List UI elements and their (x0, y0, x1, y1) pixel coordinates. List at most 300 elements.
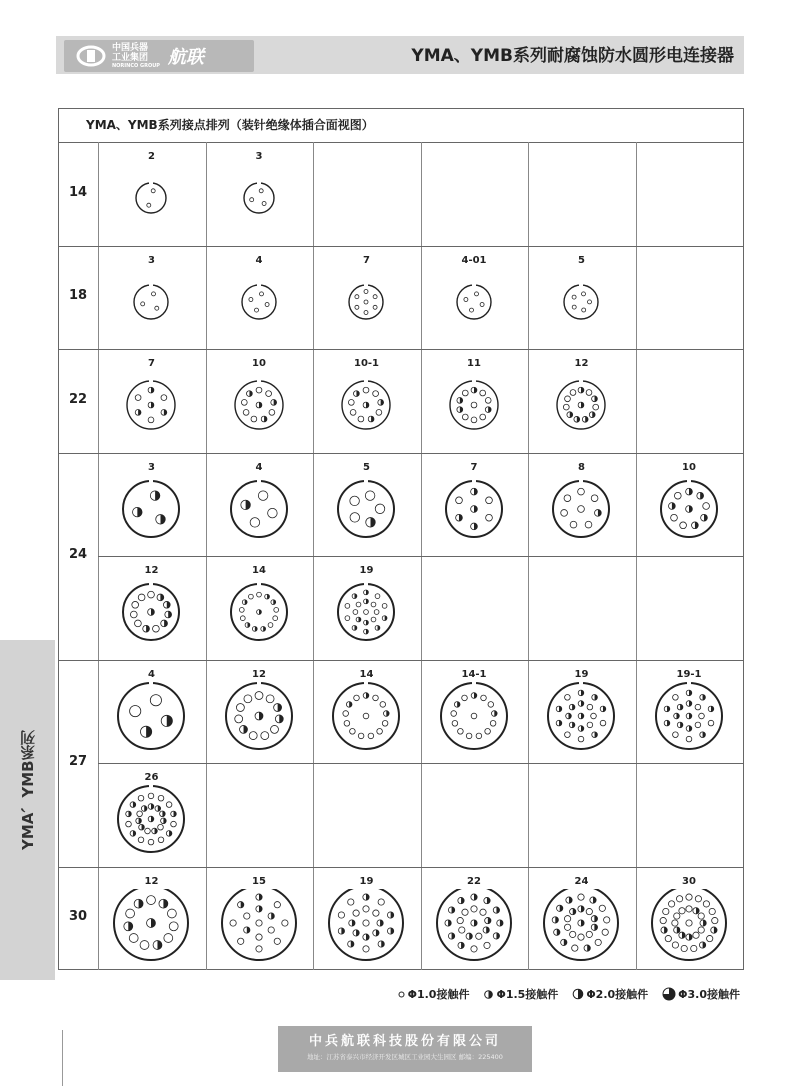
arrangement-cell (421, 453, 528, 556)
contact-pin (600, 720, 606, 726)
contact-pin (153, 625, 160, 632)
contact-pin (258, 490, 268, 500)
contact-pin (268, 623, 273, 628)
contact-pin (471, 713, 477, 719)
contact-1-0-icon (397, 990, 406, 999)
keyway-mark (364, 284, 368, 288)
arrangement-cell (421, 660, 528, 763)
contact-pin (364, 300, 368, 304)
connector-face-diagram (313, 578, 420, 656)
arrangement-cell (313, 556, 420, 659)
contact-pin (236, 703, 244, 711)
arrangement-cell (206, 453, 313, 556)
contact-pin (463, 297, 467, 301)
contact-pin (135, 620, 142, 627)
keyway-mark (579, 380, 583, 384)
logo-text-line1: 中国兵器 (112, 43, 149, 53)
connector-shell (244, 183, 274, 213)
keyway-mark (472, 284, 476, 288)
contact-pin (685, 919, 691, 925)
contact-pin (604, 916, 610, 922)
contact-2-0-icon (572, 988, 584, 1000)
contact-pin (471, 417, 477, 423)
contact-pin (380, 701, 386, 707)
contact-pin (479, 390, 485, 396)
connector-face-diagram (313, 268, 420, 346)
contact-pin (148, 793, 154, 799)
contact-pin (130, 611, 137, 618)
arrangement-cell (636, 867, 743, 970)
contact-pin (373, 695, 379, 701)
connector-face-diagram (206, 371, 313, 449)
shell-size-label: 18 (68, 288, 88, 304)
contact-pin (241, 400, 247, 406)
arrangement-cell (421, 349, 528, 452)
contact-pin (670, 514, 677, 521)
arrangement-code: 12 (144, 875, 159, 887)
contact-pin (363, 713, 369, 719)
contact-pin (148, 417, 154, 423)
contact-pin (373, 391, 379, 397)
arrangement-cell (421, 246, 528, 349)
contact-pin (373, 909, 379, 915)
contact-pin (672, 694, 678, 700)
contact-pin (363, 945, 369, 951)
connector-face-diagram (421, 475, 528, 553)
arrangement-cell (206, 349, 313, 452)
contact-pin (378, 898, 384, 904)
connector-shell (136, 183, 166, 213)
legend (397, 986, 740, 1002)
connector-face-diagram (98, 785, 205, 863)
contact-pin (249, 198, 253, 202)
contact-pin (692, 932, 698, 938)
contact-pin (695, 895, 701, 901)
contact-pin (364, 610, 369, 615)
contact-pin (167, 909, 176, 918)
contact-pin (662, 908, 668, 914)
contact-pin (382, 604, 387, 609)
connector-face-diagram (636, 475, 743, 553)
connector-face-diagram (98, 682, 205, 760)
connector-face-diagram (421, 682, 528, 760)
contact-pin (484, 728, 490, 734)
contact-pin (709, 908, 715, 914)
contact-pin (474, 291, 478, 295)
contact-pin (593, 404, 599, 410)
contact-pin (353, 610, 358, 615)
contact-pin (591, 713, 597, 719)
connector-face-diagram (313, 475, 420, 553)
contact-pin (248, 297, 252, 301)
contact-pin (281, 919, 287, 925)
contact-pin (373, 294, 377, 298)
arrangement-code: 3 (148, 254, 155, 266)
keyway-mark (472, 480, 476, 484)
contact-pin (355, 294, 359, 298)
contact-pin (673, 912, 679, 918)
contact-pin (243, 410, 249, 416)
connector-face-diagram (528, 268, 635, 346)
contact-pin (578, 893, 584, 899)
contact-pin (711, 917, 717, 923)
legend-label-4: Φ3.0接触件 (678, 988, 740, 1001)
contact-pin (678, 907, 684, 913)
contact-pin (487, 701, 493, 707)
side-tab-label: YMA、YMB系列 (19, 730, 37, 850)
connector-face-diagram (528, 475, 635, 553)
logo-mark-icon (76, 45, 106, 67)
arrangement-cell (98, 763, 205, 866)
contact-pin (137, 811, 143, 817)
contact-pin (161, 395, 167, 401)
connector-face-diagram (206, 475, 313, 553)
arrangement-cell (313, 349, 420, 452)
contact-pin (570, 931, 576, 937)
contact-pin (476, 733, 482, 739)
keyway-mark (364, 380, 368, 384)
contact-pin (470, 945, 476, 951)
connector-shell (134, 285, 168, 319)
contact-pin (471, 402, 477, 408)
keyway-mark (257, 182, 261, 186)
contact-pin (485, 398, 491, 404)
contact-pin (455, 496, 462, 503)
logo-text-line2: 工业集团 (112, 53, 149, 63)
contact-pin (356, 602, 361, 607)
arrangement-code: 19 (574, 668, 589, 680)
contact-pin (708, 720, 714, 726)
keyway-mark (687, 682, 691, 686)
legend-label-2: Φ1.5接触件 (496, 988, 559, 1001)
contact-pin (578, 505, 585, 512)
contact-pin (586, 908, 592, 914)
contact-pin (126, 909, 135, 918)
arrangement-cell (206, 142, 313, 245)
contact-pin (237, 938, 243, 944)
contact-pin (587, 704, 593, 710)
shell-size-label: 24 (68, 547, 88, 562)
contact-pin (375, 594, 380, 599)
connector-shell (457, 285, 491, 319)
contact-pin (345, 616, 350, 621)
arrangement-code: 10 (252, 358, 266, 369)
contact-pin (152, 291, 156, 295)
connector-shell (338, 481, 394, 537)
contact-pin (138, 837, 144, 843)
legend-item-1 (397, 986, 470, 1002)
contact-pin (350, 496, 360, 506)
contact-pin (582, 291, 586, 295)
contact-pin (490, 720, 496, 726)
keyway-mark (149, 480, 153, 484)
contact-3-0-icon (662, 987, 676, 1001)
contact-pin (243, 694, 251, 702)
contact-pin (150, 694, 161, 705)
arrangement-cell (98, 660, 205, 763)
arrangement-cell (98, 453, 205, 556)
contact-pin (265, 391, 271, 397)
contact-pin (171, 821, 177, 827)
contact-pin (338, 911, 344, 917)
connector-face-diagram (528, 682, 635, 760)
contact-pin (698, 912, 704, 918)
arrangement-code: 11 (467, 358, 481, 369)
contact-pin (132, 601, 139, 608)
contact-pin (354, 695, 360, 701)
contact-pin (363, 387, 369, 393)
contact-pin (268, 926, 274, 932)
arrangement-cell (528, 867, 635, 970)
shell-size-label: 14 (68, 184, 88, 200)
keyway-mark (364, 682, 368, 686)
arrangement-cell (528, 660, 635, 763)
connector-face-diagram (98, 371, 205, 449)
contact-pin (368, 733, 374, 739)
contact-pin (668, 900, 674, 906)
contact-pin (599, 905, 605, 911)
arrangement-code: 3 (148, 461, 155, 473)
connector-shell (564, 285, 598, 319)
shell-size-label: 30 (68, 909, 88, 925)
arrangement-cell (98, 349, 205, 452)
arrangement-code: 7 (148, 358, 155, 369)
contact-pin (350, 410, 356, 416)
contact-pin (564, 924, 570, 930)
contact-pin (249, 731, 257, 739)
arrangement-cell (636, 660, 743, 763)
contact-pin (582, 308, 586, 312)
contact-pin (470, 905, 476, 911)
contact-pin (371, 602, 376, 607)
contact-pin (243, 912, 249, 918)
contact-pin (602, 929, 608, 935)
arrangement-code: 3 (255, 151, 263, 162)
contact-pin (138, 594, 145, 601)
contact-pin (564, 494, 571, 501)
contact-pin (686, 736, 692, 742)
contact-pin (591, 494, 598, 501)
connector-face-diagram (313, 889, 420, 967)
company-logo (64, 40, 254, 72)
contact-pin (679, 521, 686, 528)
legend-label-1: Φ1.0接触件 (407, 988, 470, 1001)
arrangement-code: 26 (144, 772, 159, 783)
contact-pin (265, 302, 269, 306)
connector-face-diagram (528, 371, 635, 449)
arrangement-code: 12 (144, 565, 159, 576)
connector-face-diagram (313, 371, 420, 449)
contact-pin (578, 488, 585, 495)
contact-pin (345, 604, 350, 609)
logo-brand: 航联 (167, 47, 204, 68)
contact-pin (674, 492, 681, 499)
contact-pin (141, 301, 145, 305)
contact-pin (585, 521, 592, 528)
arrangement-code: 19-1 (676, 668, 702, 680)
contact-pin (479, 414, 485, 420)
connector-face-diagram (98, 475, 205, 553)
arrangement-code: 19 (359, 875, 374, 887)
arrangement-code: 12 (252, 668, 266, 680)
arrangement-cell (206, 867, 313, 970)
connector-face-diagram (421, 268, 528, 346)
contact-pin (135, 395, 141, 401)
contact-pin (671, 919, 677, 925)
contact-pin (475, 933, 481, 939)
connector-shell (242, 285, 276, 319)
contact-pin (255, 919, 261, 925)
keyway-mark (257, 284, 261, 288)
contact-pin (262, 202, 266, 206)
contact-pin (461, 909, 467, 915)
arrangement-cell (98, 867, 205, 970)
contact-pin (374, 610, 379, 615)
contact-pin (344, 720, 350, 726)
contact-pin (363, 919, 369, 925)
contact-pin (565, 731, 571, 737)
contact-pin (695, 704, 701, 710)
arrangement-cell (313, 246, 420, 349)
contact-pin (572, 305, 576, 309)
contact-pin (565, 396, 571, 402)
legend-label-3: Φ2.0接触件 (586, 988, 649, 1001)
contact-pin (458, 926, 464, 932)
contact-pin (462, 390, 468, 396)
logo-text-line3: NORINCO GROUP (112, 63, 160, 69)
contact-pin (274, 938, 280, 944)
keyway-mark (149, 284, 153, 288)
keyway-mark (149, 785, 153, 789)
contact-pin (479, 909, 485, 915)
arrangement-code: 15 (252, 875, 266, 887)
contact-pin (164, 933, 173, 942)
arrangement-cell (421, 867, 528, 970)
contact-pin (565, 694, 571, 700)
contact-pin (350, 512, 360, 522)
contact-1-5-icon (483, 989, 494, 1000)
keyway-mark (257, 380, 261, 384)
legend-item-2 (483, 986, 558, 1002)
arrangement-code: 4 (255, 461, 263, 473)
connector-shell (118, 683, 184, 749)
arrangement-code: 2 (148, 151, 155, 162)
contact-pin (461, 695, 467, 701)
contact-pin (248, 594, 253, 599)
contact-pin (155, 306, 159, 310)
contact-pin (138, 795, 144, 801)
keyway-mark (472, 682, 476, 686)
connector-face-diagram (206, 164, 313, 242)
keyway-mark (579, 682, 583, 686)
shell-size-label: 27 (68, 754, 88, 769)
contact-pin (690, 945, 696, 951)
contact-pin (158, 824, 164, 830)
keyway-mark (257, 480, 261, 484)
contact-pin (269, 410, 275, 416)
contact-pin (267, 508, 277, 518)
contact-pin (129, 933, 138, 942)
contact-pin (259, 189, 263, 193)
contact-pin (681, 945, 687, 951)
contact-pin (358, 733, 364, 739)
connector-face-diagram (636, 682, 743, 760)
connector-face-diagram (98, 268, 205, 346)
arrangement-cell (636, 453, 743, 556)
contact-pin (255, 691, 263, 699)
contact-pin (382, 720, 388, 726)
contact-pin (365, 490, 375, 500)
contact-pin (147, 203, 151, 207)
contact-pin (148, 591, 155, 598)
contact-pin (373, 305, 377, 309)
contact-pin (588, 299, 592, 303)
contact-pin (273, 608, 278, 613)
keyway-mark (687, 480, 691, 484)
contact-pin (564, 915, 570, 921)
contact-pin (256, 592, 261, 597)
table-title: YMA、YMB系列接点排列（装针绝缘体插合面视图） (86, 118, 374, 132)
arrangement-code: 14-1 (461, 668, 487, 680)
contact-pin (353, 909, 359, 915)
arrangement-cell (206, 556, 313, 659)
arrangement-cell (206, 246, 313, 349)
keyway-mark (472, 380, 476, 384)
arrangement-code: 8 (578, 461, 585, 473)
contact-pin (485, 496, 492, 503)
legend-item-3 (572, 986, 648, 1002)
arrangement-code: 14 (252, 565, 266, 576)
footer-address: 地址：江苏省泰兴市经济开发区城区工业园大生园区 邮编：225400 (307, 1053, 503, 1061)
connector-shell (231, 481, 287, 537)
contact-pin (480, 302, 484, 306)
arrangement-code: 12 (574, 358, 589, 369)
contact-pin (234, 714, 242, 722)
contact-pin (450, 710, 456, 716)
contact-pin (660, 917, 666, 923)
contact-pin (586, 390, 592, 396)
arrangement-code: 10-1 (353, 358, 380, 369)
logo-text (112, 43, 160, 69)
keyway-mark (149, 380, 153, 384)
contact-pin (158, 837, 164, 843)
contact-pin (483, 942, 489, 948)
contact-pin (672, 731, 678, 737)
connector-face-diagram (313, 682, 420, 760)
contact-pin (158, 795, 164, 801)
contact-pin (570, 390, 576, 396)
arrangement-cell (98, 142, 205, 245)
contact-pin (466, 733, 472, 739)
contact-pin (250, 517, 260, 527)
contact-pin (259, 291, 263, 295)
contact-pin (256, 387, 262, 393)
contact-pin (240, 616, 245, 621)
connector-shell (123, 481, 179, 537)
arrangement-code: 10 (682, 461, 696, 473)
arrangement-cell (528, 453, 635, 556)
keyway-mark (364, 480, 368, 484)
contact-pin (364, 289, 368, 293)
contact-pin (572, 295, 576, 299)
contact-pin (377, 728, 383, 734)
contact-pin (371, 617, 376, 622)
contact-pin (702, 502, 709, 509)
contact-pin (270, 725, 278, 733)
contact-pin (452, 720, 458, 726)
contact-pin (363, 905, 369, 911)
contact-pin (343, 710, 349, 716)
